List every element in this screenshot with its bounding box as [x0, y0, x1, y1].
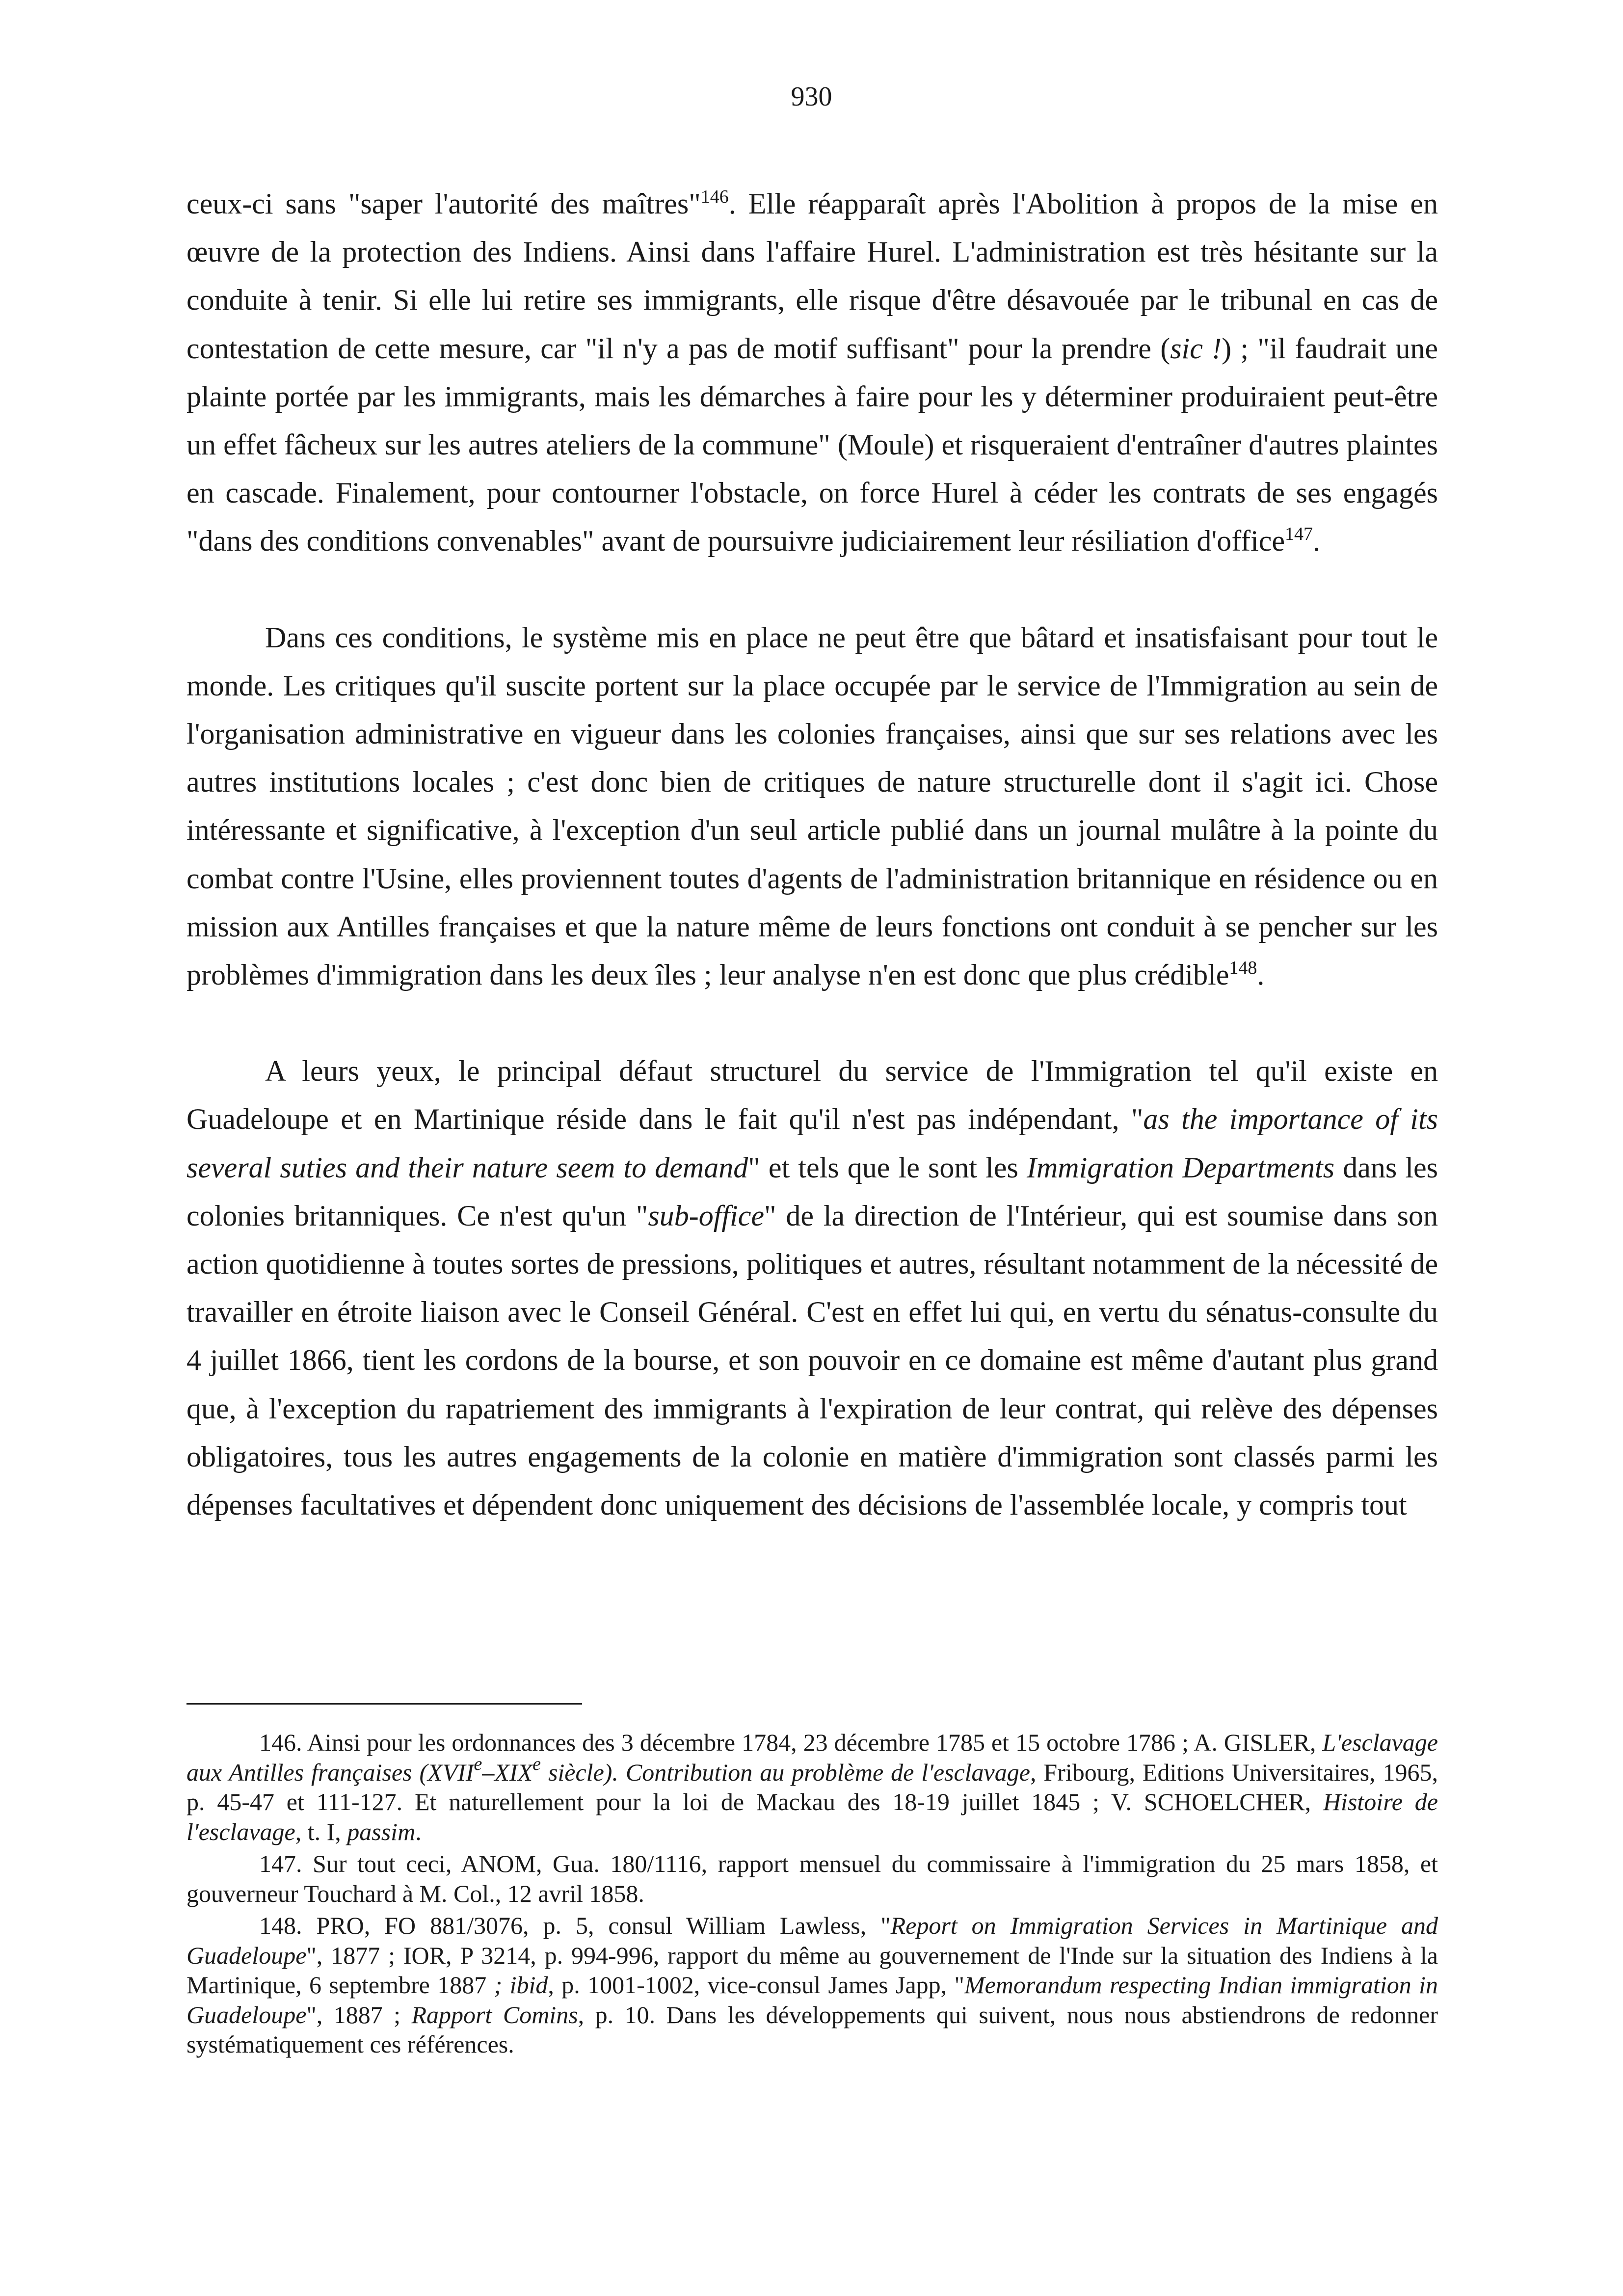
text-run: .: [1257, 959, 1265, 991]
footnote-147: [186, 1849, 1438, 1908]
text-run: , p. 10. Dans les développements qui suivent, nous nous abstiendrons de redonner systématiquement ces références.: [186, 2001, 1438, 2058]
text-run: , Fribourg, Editions Universitaires, 1965, p. 45-47 et 111-127. Et naturellement pour la loi de Mackau des 18-19 juillet 1845 ; V. SCHOELCHER,: [186, 1758, 1438, 1815]
text-run: , t. I,: [295, 1817, 347, 1845]
footnote-ref: 147: [1285, 524, 1313, 545]
italic-run: Report on Immigration Services in Martinique and Guadeloupe: [186, 1912, 1438, 1969]
page-number: 930: [791, 81, 832, 112]
paragraph-2: [186, 614, 1438, 999]
text-run: .: [1313, 525, 1321, 558]
superscript-run: e: [474, 1753, 482, 1774]
text-run: Dans ces conditions, le système mis en place ne peut être que bâtard et insatisfaisant pour tout le monde. Les critiques qu'il suscite portent sur la place occupée par le service de l'Immigration au sein de l'organisation administrative en vigueur dans les colonies françaises, ainsi que sur ses relations avec les autres institutions locales ; c'est donc bien de critiques de nature structurelle dont il s'agit ici. Chose intéressante et significative, à l'exception d'un seul article publié dans un journal mulâtre à la pointe du combat contre l'Usine, elles proviennent toutes d'agents de l'administration britannique en résidence ou en mission aux Antilles françaises et que la nature même de leurs fonctions ont conduit à se pencher sur les problèmes d'immigration dans les deux îles ; leur analyse n'en est donc que plus crédible: [186, 621, 1438, 991]
text-run: " et tels que le sont les: [748, 1151, 1027, 1184]
text-run: 147. Sur tout ceci, ANOM, Gua. 180/1116, rapport mensuel du commissaire à l'immigration du 25 mars 1858, et gouverneur Touchard à M. Col., 12 avril 1858.: [186, 1850, 1438, 1907]
footnote-separator: [186, 1703, 582, 1705]
paragraph-1: [186, 180, 1438, 565]
text-run: .: [415, 1817, 422, 1845]
italic-run: Rapport Comins: [411, 2001, 578, 2029]
italic-run: sub-office: [648, 1199, 764, 1232]
text-run: ", 1877 ; IOR, P 3214, p. 994-996, rapport du même au gouvernement de l'Inde sur la situation des Indiens à la Martinique, 6 septembre 1887: [186, 1941, 1438, 1999]
text-run: 146. Ainsi pour les ordonnances des 3 décembre 1784, 23 décembre 1785 et 15 octobre 1786 ; A. GISLER,: [259, 1729, 1323, 1756]
text-run: A leurs yeux, le principal défaut structurel du service de l'Immigration tel qu'il existe en Guadeloupe et en Martinique réside dans le fait qu'il n'est pas indépendant, ": [186, 1055, 1438, 1136]
italic-run: siècle). Contribution au problème de l'esclavage: [540, 1758, 1030, 1786]
footnote-148: [186, 1911, 1438, 2059]
superscript-run: e: [532, 1753, 541, 1774]
italic-run: –XIX: [482, 1758, 533, 1786]
text-run: " de la direction de l'Intérieur, qui est soumise dans son action quotidienne à toutes sortes de pressions, politiques et autres, résultant notamment de la nécessité de travailler en étroite liaison avec le Conseil Général. C'est en effet lui qui, en vertu du sénatus-consulte du 4 juillet 1866, tient les cordons de la bourse, et son pouvoir en ce domaine est même d'autant plus grand que, à l'exception du rapatriement des immigrants à l'expiration de leur contrat, qui relève des dépenses obligatoires, tous les autres engagements de la colonie en matière d'immigration sont classés parmi les dépenses facultatives et dépendent donc uniquement des décisions de l'assemblée locale, y compris tout: [186, 1199, 1438, 1522]
footnote-146: [186, 1728, 1438, 1846]
italic-run: Immigration Departments: [1026, 1151, 1335, 1184]
text-run: 148. PRO, FO 881/3076, p. 5, consul William Lawless, ": [259, 1912, 891, 1939]
italic-run: sic !: [1170, 332, 1222, 365]
text-run: , p. 1001-1002, vice-consul James Japp, ": [548, 1971, 964, 1999]
footnote-ref: 146: [700, 187, 729, 207]
main-text: [186, 180, 1438, 1529]
italic-run: Memorandum respecting Indian immigration in Guadeloupe: [186, 1971, 1438, 2029]
italic-run: L'esclavage aux Antilles françaises (XVII: [186, 1729, 1438, 1786]
footnotes: [186, 1728, 1438, 2062]
text-run: ) ; "il faudrait une plainte portée par les immigrants, mais les démarches à faire pour les y déterminer produiraient peut-être un effet fâcheux sur les autres ateliers de la commune" (Moule) et risqueraient d'entraîner d'autres plaintes en cascade. Finalement, pour contourner l'obstacle, on force Hurel à céder les contrats de ses engagés "dans des conditions convenables" avant de poursuivre judiciairement leur résiliation d'office: [186, 332, 1438, 558]
italic-run: passim: [347, 1817, 416, 1845]
italic-run: ; ibid: [494, 1971, 548, 1999]
footnote-ref: 148: [1229, 958, 1257, 979]
text-run: ", 1887 ;: [306, 2001, 412, 2029]
italic-run: as the importance of its several suties and their nature seem to demand: [186, 1103, 1438, 1184]
italic-run: [532, 1753, 541, 1786]
italic-run: [474, 1753, 482, 1786]
text-run: dans les colonies britanniques. Ce n'est qu'un ": [186, 1151, 1438, 1232]
italic-run: Histoire de l'esclavage: [186, 1788, 1438, 1845]
text-run: ceux-ci sans "saper l'autorité des maîtres": [186, 187, 701, 220]
paragraph-3: [186, 1047, 1438, 1529]
text-run: . Elle réapparaît après l'Abolition à propos de la mise en œuvre de la protection des Indiens. Ainsi dans l'affaire Hurel. L'administration est très hésitante sur la conduite à tenir. Si elle lui retire ses immigrants, elle risque d'être désavouée par le tribunal en cas de contestation de cette mesure, car "il n'y a pas de motif suffisant" pour la prendre (: [186, 187, 1438, 365]
